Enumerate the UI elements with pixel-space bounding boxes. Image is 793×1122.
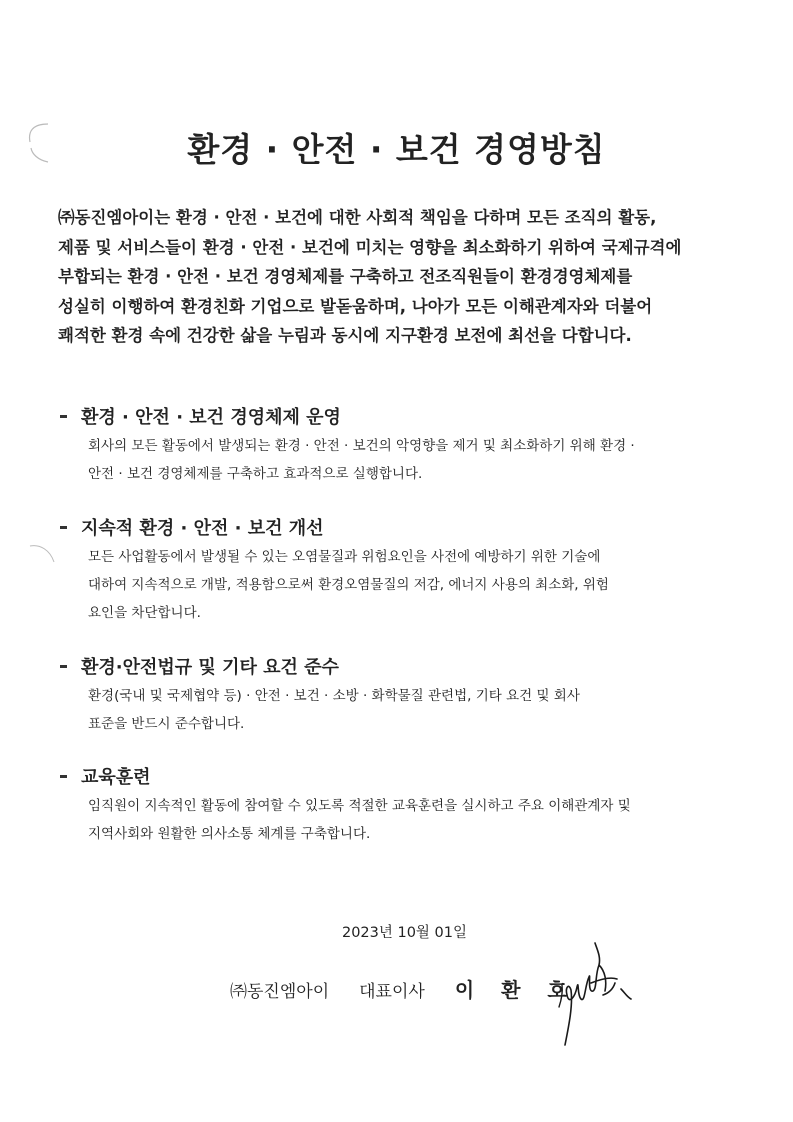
section-heading — [58, 402, 758, 430]
section-heading — [58, 513, 758, 541]
section-heading — [58, 762, 758, 790]
section-line: 회사의 모든 활동에서 발생되는 환경 · 안전 · 보건의 악영향을 제거 및 최소화하기 위해 환경 · — [88, 438, 635, 454]
section-line: 안전 · 보건 경영체제를 구축하고 효과적으로 실행합니다. — [88, 466, 423, 482]
section-heading-text: 교육훈련 — [81, 767, 151, 788]
ceo-title: 대표이사 — [359, 982, 425, 1002]
section-body — [88, 682, 758, 738]
section-body — [88, 792, 758, 848]
intro-paragraph — [58, 203, 748, 351]
intro-line: 성실히 이행하여 환경친화 기업으로 발돋움하며, 나아가 모든 이해관계자와 더불어 — [58, 296, 653, 316]
section-line: 임직원이 지속적인 활동에 참여할 수 있도록 적절한 교육훈련을 실시하고 주요 이해관계자 및 — [88, 798, 631, 814]
bullet-icon — [60, 415, 67, 418]
intro-line: 제품 및 서비스들이 환경 · 안전 · 보건에 미치는 영향을 최소화하기 위하여 국제규격에 — [58, 237, 682, 257]
policy-section-4 — [58, 762, 758, 848]
bullet-icon — [60, 526, 67, 529]
bullet-icon — [60, 665, 67, 668]
section-line: 지역사회와 원활한 의사소통 체계를 구축합니다. — [88, 826, 371, 842]
section-body — [88, 432, 758, 488]
section-heading-text: 지속적 환경 · 안전 · 보건 개선 — [81, 518, 324, 539]
section-line: 모든 사업활동에서 발생될 수 있는 오염물질과 위험요인을 사전에 예방하기 위한 기술에 — [88, 549, 601, 565]
policy-section-1 — [58, 402, 758, 488]
document-date: 2023년 10월 01일 — [341, 925, 468, 941]
ceo-name: 이 환 호 — [454, 978, 577, 1002]
section-line: 환경(국내 및 국제협약 등) · 안전 · 보건 · 소방 · 화학물질 관련법, 기타 요건 및 회사 — [88, 688, 580, 704]
section-line: 대하여 지속적으로 개발, 적용함으로써 환경오염물질의 저감, 에너지 사용의 최소화, 위험 — [88, 577, 609, 593]
handwritten-signature — [555, 935, 645, 1055]
section-heading-text: 환경·안전법규 및 기타 요건 준수 — [81, 657, 339, 678]
section-line: 표준을 반드시 준수합니다. — [88, 716, 245, 732]
section-heading — [58, 652, 758, 680]
document-title: 환경 · 안전 · 보건 경영방침 — [187, 130, 606, 169]
scan-artifact-mid — [28, 540, 58, 570]
policy-section-3 — [58, 652, 758, 738]
intro-line: 부합되는 환경 · 안전 · 보건 경영체제를 구축하고 전조직원들이 환경경영체제를 — [58, 267, 633, 286]
section-line: 요인을 차단합니다. — [88, 605, 201, 621]
bullet-icon — [60, 775, 67, 778]
signature-line — [230, 974, 577, 1003]
policy-section-2 — [58, 513, 758, 627]
section-body — [88, 543, 758, 627]
intro-line: 쾌적한 환경 속에 건강한 삶을 누림과 동시에 지구환경 보전에 최선을 다합니다. — [58, 326, 632, 345]
section-heading-text: 환경 · 안전 · 보건 경영체제 운영 — [81, 407, 341, 428]
intro-line: ㈜동진엠아이는 환경 · 안전 · 보건에 대한 사회적 책임을 다하며 모든 조직의 활동, — [58, 208, 657, 227]
company-name: ㈜동진엠아이 — [230, 982, 330, 1002]
